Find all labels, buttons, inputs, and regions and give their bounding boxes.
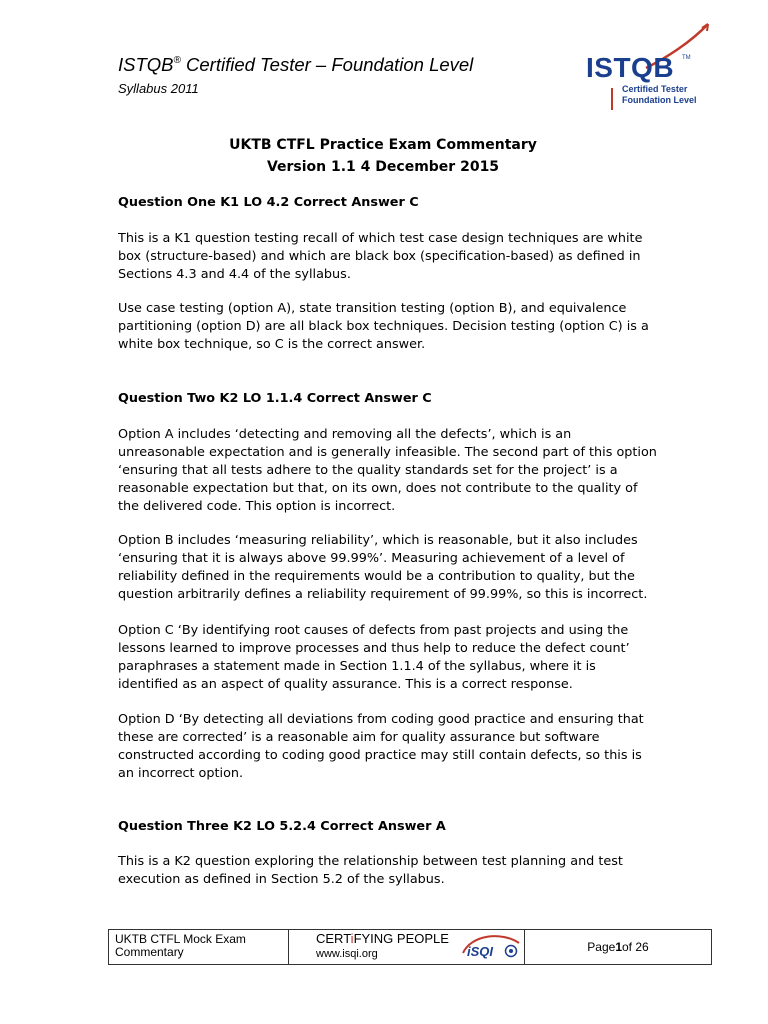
footer-doc-name-line2: Commentary [115,945,184,959]
q1-paragraph-1: This is a K1 question testing recall of which test case design techniques are white box (structure-based) and which are black box (specification-based) as defined in Sections 4.3 and 4.4 of the syllabus. [118,231,643,282]
footer-doc-name-line1: UKTB CTFL Mock Exam [115,932,246,946]
footer-doc-name [109,930,289,964]
footer-brand [289,930,525,964]
isqi-logo-text: iSQI [467,944,494,959]
page-suffix: of 26 [622,940,649,954]
q3-heading: Question Three K2 LO 5.2.4 Correct Answer A [118,819,446,834]
logo-line-2: Foundation Level [622,95,697,105]
page-prefix: Page [587,940,616,954]
footer-page-number [525,930,711,964]
q2-paragraph-4: Option D ‘By detecting all deviations from coding good practice and ensuring that these are corrected’ is a reasonable aim for quality assurance but software constructed according to coding good practice may still contain defects, so this is an incorrect option. [118,712,644,781]
certifying-people [316,931,449,946]
q3-paragraph-1: This is a K2 question exploring the relationship between test planning and test execution as defined in Section 5.2 of the syllabus. [118,854,623,887]
title-rest: Certified Tester – Foundation Level [180,54,474,75]
q2-paragraph-3: Option C ‘By identifying root causes of defects from past projects and using the lessons learned to improve processes and thus help to reduce the defect count’ paraphrases a statement made in Section 1.1.4 of the syllabus, where it is identified as an aspect of quality assurance. This is a correct response. [118,623,630,692]
istqb-logo [586,20,716,110]
title-istqb: ISTQB [118,54,174,75]
page-footer [108,929,712,965]
header-title [118,54,473,76]
page-num: 1 [615,940,622,954]
cert-part-b: FYING PEOPLE [353,931,449,946]
logo-line-1: Certified Tester [622,84,688,94]
logo-tm: TM [682,55,691,61]
logo-wordmark: ISTQB [586,52,675,83]
registered-mark: ® [173,55,181,66]
q2-heading: Question Two K2 LO 1.1.4 Correct Answer C [118,391,432,406]
footer-website-link[interactable]: www.isqi.org [316,948,378,960]
cert-part-i: i [350,931,354,946]
cert-part-a: CERT [316,931,351,946]
doc-title-line1: UKTB CTFL Practice Exam Commentary [229,137,537,153]
q2-paragraph-2: Option B includes ‘measuring reliability’, which is reasonable, but it also includes ‘ensuring that it is always above 99.99%’. Measuring achievement of a level of reliability defined in the requirements would be a contribution to quality, but the question arbitrarily defines a reliability requirement of 99.99%, so this is incorrect. [118,533,648,602]
q1-heading: Question One K1 LO 4.2 Correct Answer C [118,195,419,210]
doc-title-line2: Version 1.1 4 December 2015 [266,159,500,175]
q2-paragraph-1: Option A includes ‘detecting and removing all the defects’, which is an unreasonable expectation and is generally infeasible. The second part of this option ‘ensuring that all tests adhere to the quality standards set for the project’ is a reasonable expectation but that, on its own, does not contribute to the quality of the delivered code. This option is incorrect. [118,427,657,514]
isqi-logo-icon [461,933,521,961]
q1-paragraph-2: Use case testing (option A), state transition testing (option B), and equivalence partitioning (option D) are all black box techniques. Decision testing (option C) is a white box technique, so C is the correct answer. [118,301,649,352]
header-subtitle: Syllabus 2011 [118,81,199,96]
